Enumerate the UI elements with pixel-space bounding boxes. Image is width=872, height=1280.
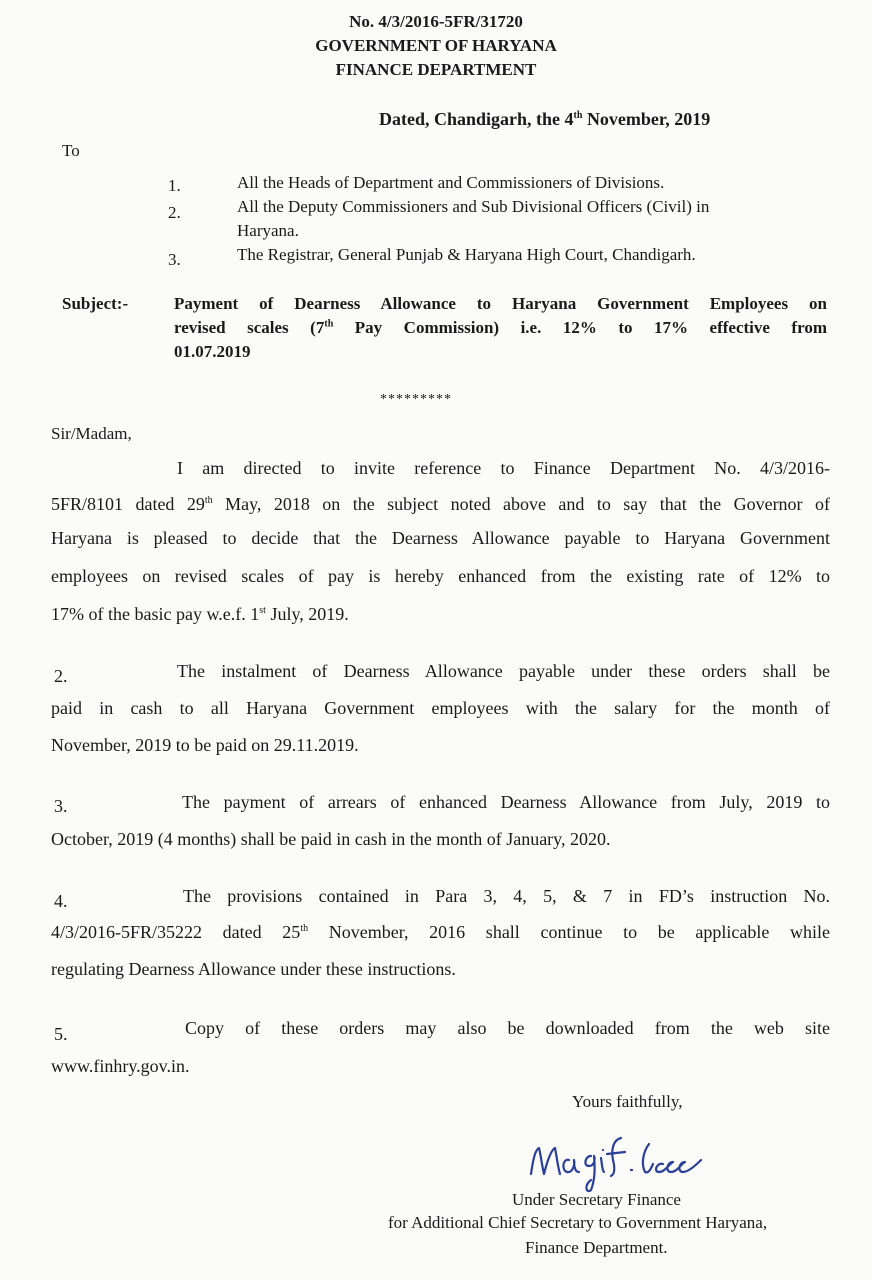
paragraph-line: Haryana is pleased to decide that the Dearness Allowance payable to Haryana Government bbox=[51, 528, 830, 548]
subject-line: revised scales (7th Pay Commission) i.e. 12% to 17% effective from bbox=[174, 318, 827, 337]
closing: Yours faithfully, bbox=[572, 1092, 683, 1111]
paragraph-line: 17% of the basic pay w.e.f. 1st July, 2019. bbox=[51, 604, 349, 624]
subject-line: Payment of Dearness Allowance to Haryana Government Employees on bbox=[174, 294, 827, 313]
recipient-number: 2. bbox=[168, 203, 181, 222]
subject-line: 01.07.2019 bbox=[174, 342, 251, 361]
signature-image bbox=[525, 1130, 725, 1194]
paragraph-number: 3. bbox=[54, 796, 68, 816]
paragraph-line: 4/3/2016-5FR/35222 dated 25th November, 2016 shall continue to be applicable while bbox=[51, 922, 831, 942]
paragraph-line: October, 2019 (4 months) shall be paid in cash in the month of January, 2020. bbox=[51, 829, 611, 849]
department-name: FINANCE DEPARTMENT bbox=[335, 60, 537, 79]
paragraph-line: The payment of arrears of enhanced Dearness Allowance from July, 2019 to bbox=[182, 792, 830, 812]
recipient-number: 3. bbox=[168, 250, 181, 269]
salutation: Sir/Madam, bbox=[51, 424, 132, 443]
government-name: GOVERNMENT OF HARYANA bbox=[315, 36, 557, 55]
recipient-text: All the Heads of Department and Commissioners of Divisions. bbox=[237, 173, 665, 192]
paragraph-line: regulating Dearness Allowance under these instructions. bbox=[51, 959, 456, 979]
recipient-text: All the Deputy Commissioners and Sub Divisional Officers (Civil) in bbox=[237, 197, 710, 216]
paragraph-line: November, 2019 to be paid on 29.11.2019. bbox=[51, 735, 359, 755]
paragraph-number: 5. bbox=[54, 1024, 68, 1044]
paragraph-line: I am directed to invite reference to Finance Department No. 4/3/2016- bbox=[177, 458, 830, 478]
subject-label: Subject:- bbox=[62, 294, 129, 313]
paragraph-line: employees on revised scales of pay is hereby enhanced from the existing rate of 12% to bbox=[51, 566, 830, 586]
paragraph-number: 4. bbox=[54, 891, 68, 911]
signatory-for-line: for Additional Chief Secretary to Government Haryana, bbox=[388, 1213, 768, 1232]
recipient-text: The Registrar, General Punjab & Haryana High Court, Chandigarh. bbox=[237, 245, 696, 264]
website-text: www.finhry.gov.in. bbox=[51, 1056, 190, 1076]
dated-line: Dated, Chandigarh, the 4th November, 2019 bbox=[379, 109, 711, 129]
paragraph-line: Copy of these orders may also be downloaded from the web site bbox=[185, 1018, 830, 1038]
paragraph-line: 5FR/8101 dated 29th May, 2018 on the subject noted above and to say that the Governor of bbox=[51, 494, 830, 514]
recipient-number: 1. bbox=[168, 176, 181, 195]
paragraph-number: 2. bbox=[54, 666, 68, 686]
to-label: To bbox=[62, 141, 80, 160]
signatory-department: Finance Department. bbox=[525, 1238, 668, 1257]
reference-number: No. 4/3/2016-5FR/31720 bbox=[349, 12, 523, 31]
paragraph-line: The provisions contained in Para 3, 4, 5, & 7 in FD’s instruction No. bbox=[183, 886, 830, 906]
paragraph-line: The instalment of Dearness Allowance payable under these orders shall be bbox=[177, 661, 830, 681]
separator: ********* bbox=[380, 392, 452, 407]
signatory-title: Under Secretary Finance bbox=[512, 1190, 681, 1209]
recipient-text: Haryana. bbox=[237, 221, 299, 240]
paragraph-line: paid in cash to all Haryana Government employees with the salary for the month of bbox=[51, 698, 830, 718]
